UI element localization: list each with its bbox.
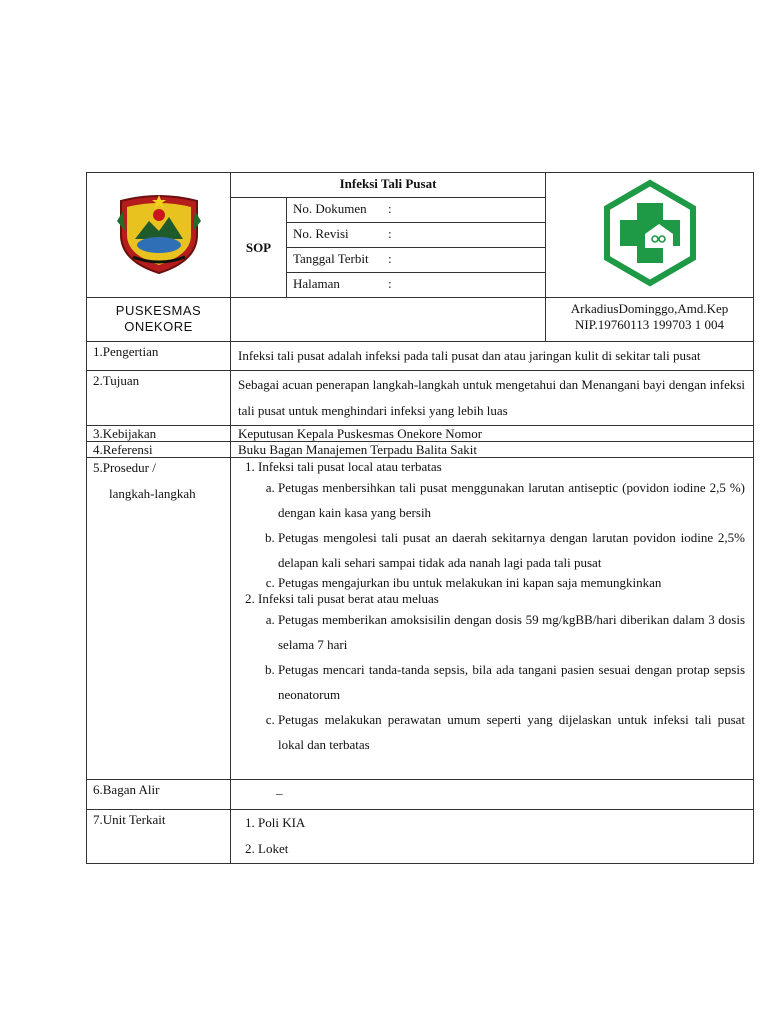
regional-emblem-cell — [87, 173, 231, 298]
list-item: 2. Loket — [258, 836, 745, 862]
list-item: b. Petugas mencari tanda-tanda sepsis, bila ada tangani pasien sesuai dengan protap sepsis neonatorum — [278, 657, 745, 707]
step-title: Infeksi tali pusat berat atau meluas — [258, 591, 439, 606]
signer-nip: NIP.19760113 199703 1 004 — [575, 317, 725, 332]
unit-terkait-content — [231, 810, 754, 864]
prosedur-label-line1: 5.Prosedur / — [93, 460, 156, 475]
procedure-step — [258, 458, 745, 590]
meta-label: No. Dokumen — [293, 201, 367, 216]
puskesmas-logo-cell — [546, 173, 754, 298]
pengertian-text: Infeksi tali pusat adalah infeksi pada tali pusat dan atau jaringan kulit di sekitar tali pusat — [231, 342, 754, 371]
bagan-alir-label: 6.Bagan Alir — [87, 780, 231, 810]
sop-document — [86, 172, 753, 864]
procedure-list — [238, 458, 745, 757]
organization-name — [87, 298, 231, 342]
signature-blank — [231, 298, 546, 342]
signer-name: ArkadiusDominggo,Amd.Kep — [570, 301, 729, 316]
meta-label: Halaman — [293, 276, 340, 291]
step-title: Infeksi tali pusat local atau terbatas — [258, 459, 442, 474]
pengertian-label: 1.Pengertian — [87, 342, 231, 371]
meta-halaman — [287, 273, 546, 298]
tujuan-text: Sebagai acuan penerapan langkah-langkah untuk mengetahui dan Menangani bayi dengan infeksi tali pusat untuk menghindari infeksi yang lebih luas — [231, 371, 754, 426]
meta-label: Tanggal Terbit — [293, 251, 369, 266]
step-sublist — [258, 607, 745, 757]
prosedur-label-line2: langkah-langkah — [109, 486, 196, 501]
meta-separator: : — [388, 226, 392, 241]
meta-separator: : — [388, 201, 392, 216]
meta-tanggal-terbit — [287, 248, 546, 273]
list-item: c. Petugas melakukan perawatan umum seperti yang dijelaskan untuk infeksi tali pusat lokal dan terbatas — [278, 707, 745, 757]
referensi-label: 4.Referensi — [87, 442, 231, 458]
kebijakan-text: Keputusan Kepala Puskesmas Onekore Nomor — [231, 426, 754, 442]
org-line-1: PUSKESMAS — [115, 303, 202, 318]
meta-separator: : — [388, 276, 392, 291]
bagan-alir-text: _ — [231, 780, 754, 810]
step-sublist — [258, 475, 745, 590]
meta-separator: : — [388, 251, 392, 266]
org-line-2: ONEKORE — [124, 319, 193, 334]
list-item: a. Petugas memberikan amoksisilin dengan dosis 59 mg/kgBB/hari diberikan dalam 3 dosis selama 7 hari — [278, 607, 745, 657]
list-item: 1. Poli KIA — [258, 810, 745, 836]
sop-label: SOP — [231, 198, 287, 298]
puskesmas-logo — [595, 178, 705, 288]
list-item: a. Petugas menbersihkan tali pusat menggunakan larutan antiseptic (povidon iodine 2,5 %) dengan kain kasa yang bersih — [278, 475, 745, 525]
kebijakan-label: 3.Kebijakan — [87, 426, 231, 442]
sop-table — [86, 172, 754, 864]
procedure-step — [258, 590, 745, 757]
prosedur-content — [231, 458, 754, 780]
document-title: Infeksi Tali Pusat — [231, 173, 546, 198]
unit-terkait-label: 7.Unit Terkait — [87, 810, 231, 864]
meta-no-revisi — [287, 223, 546, 248]
referensi-text: Buku Bagan Manajemen Terpadu Balita Sakit — [231, 442, 754, 458]
list-item: b. Petugas mengolesi tali pusat an daerah sekitarnya dengan larutan povidon iodine 2,5% delapan kali sehari sampai tidak ada nanah lagi pada tali pusat — [278, 525, 745, 575]
unit-list — [238, 810, 745, 862]
meta-no-dokumen — [287, 198, 546, 223]
signature-block — [546, 298, 754, 342]
regional-emblem-logo — [113, 191, 205, 275]
meta-label: No. Revisi — [293, 226, 349, 241]
list-item: c. Petugas mengajurkan ibu untuk melakukan ini kapan saja memungkinkan — [278, 575, 745, 590]
tujuan-label: 2.Tujuan — [87, 371, 231, 426]
prosedur-label — [87, 458, 231, 780]
